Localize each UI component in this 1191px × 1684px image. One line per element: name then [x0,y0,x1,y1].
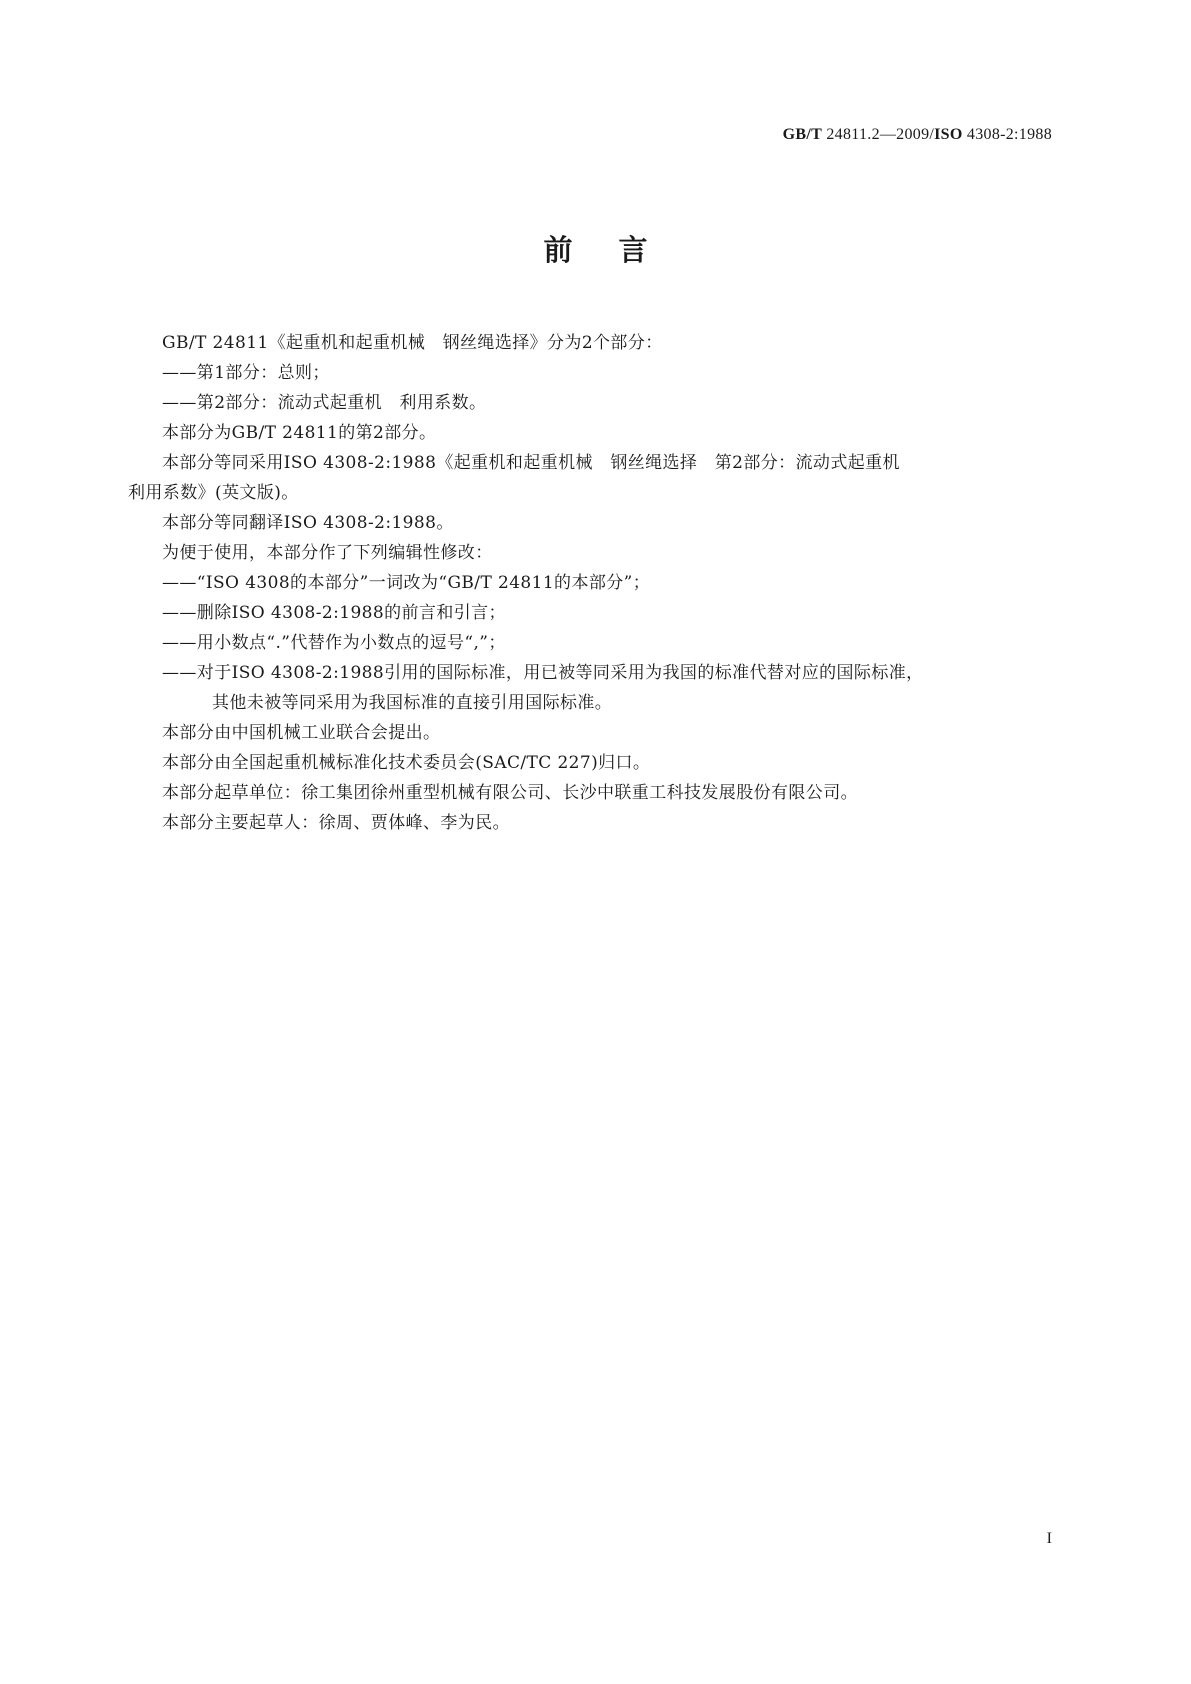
list-item-part2: ——第2部分：流动式起重机 利用系数。 [162,393,487,413]
iso-number: 4308-2:1988 [966,126,1052,143]
std-number: 24811.2—2009/ [826,126,935,143]
page-number: I [1046,1530,1052,1547]
list-item-edit-references-cont: 其他未被等同采用为我国标准的直接引用国际标准。 [212,693,613,713]
paragraph-edits-intro: 为便于使用，本部分作了下列编辑性修改： [162,543,493,563]
paragraph-proposed-by: 本部分由中国机械工业联合会提出。 [162,723,441,743]
page-title: 前言 [543,233,694,267]
foreword-body [128,328,1068,838]
standard-code-header [783,126,1052,144]
paragraph-drafting-units: 本部分起草单位：徐工集团徐州重型机械有限公司、长沙中联重工科技发展股份有限公司。 [162,783,858,803]
std-prefix: GB/T [782,126,823,143]
paragraph-parts-intro: GB/T 24811《起重机和起重机械 钢丝绳选择》分为2个部分： [162,333,663,353]
list-item-edit-decimal: ——用小数点“.”代替作为小数点的逗号“,”； [162,633,506,653]
list-item-edit-references: ——对于ISO 4308-2:1988引用的国际标准，用已被等同采用为我国的标准代替对应的国际标准， [162,663,924,683]
paragraph-this-part: 本部分为GB/T 24811的第2部分。 [162,423,437,443]
list-item-edit-wording: ——“ISO 4308的本部分”一词改为“GB/T 24811的本部分”； [162,573,651,593]
list-item-part1: ——第1部分：总则； [162,363,330,383]
paragraph-translation: 本部分等同翻译ISO 4308-2:1988。 [162,513,454,533]
paragraph-centralized-by: 本部分由全国起重机械标准化技术委员会(SAC/TC 227)归口。 [162,753,651,773]
paragraph-adoption-line2: 利用系数》(英文版)。 [128,483,299,503]
list-item-edit-delete: ——删除ISO 4308-2:1988的前言和引言； [162,603,506,623]
iso-prefix: ISO [934,126,963,143]
paragraph-drafters: 本部分主要起草人：徐周、贾体峰、李为民。 [162,813,510,833]
paragraph-adoption-line1: 本部分等同采用ISO 4308-2:1988《起重机和起重机械 钢丝绳选择 第2部分：流动式起重机 [162,453,900,473]
